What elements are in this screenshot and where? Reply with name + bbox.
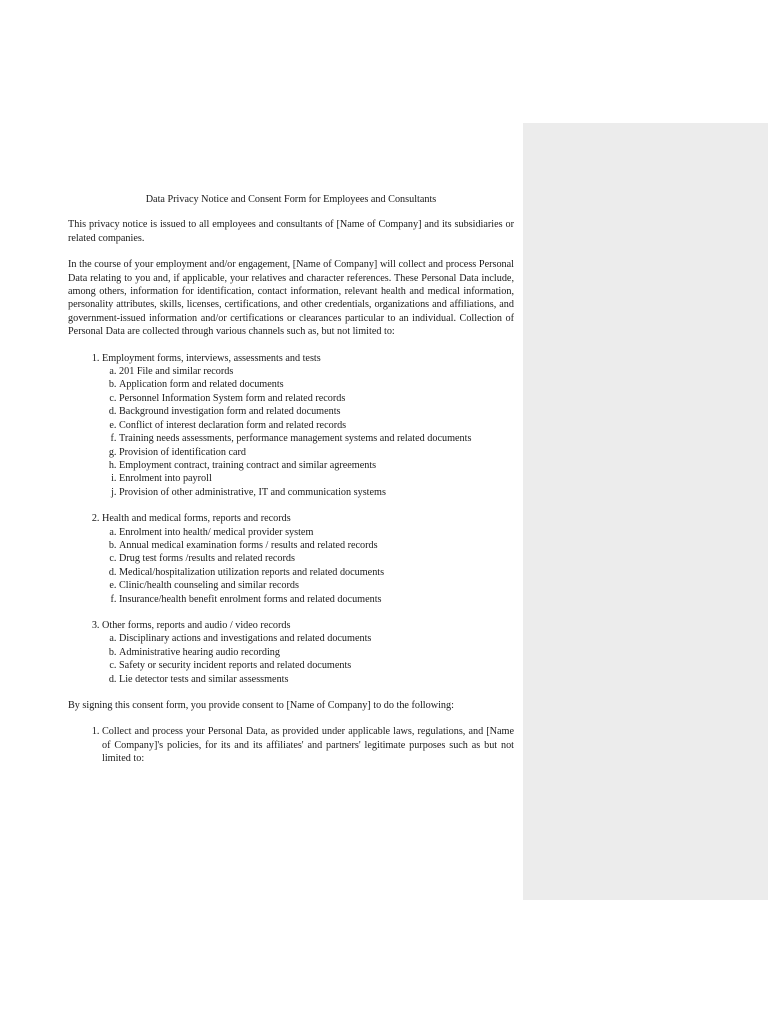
document-page <box>68 193 514 779</box>
sub-item: a. Disciplinary actions and investigations and related documents <box>119 632 514 645</box>
sub-item: b. Annual medical examination forms / results and related records <box>119 539 514 552</box>
consent-list <box>68 725 514 765</box>
sub-item: a. 201 File and similar records <box>119 365 514 378</box>
channel-item <box>102 512 514 606</box>
sub-item: g. Provision of identification card <box>119 446 514 459</box>
channel-item <box>102 619 514 686</box>
channel-item <box>102 352 514 499</box>
sub-item: e. Conflict of interest declaration form and related records <box>119 419 514 432</box>
consent-item: 1. Collect and process your Personal Data, as provided under applicable laws, regulations, and [Name of Company]'s policies, for its and its affiliates' and partners' legitimate purposes such as but not limited to: <box>102 725 514 765</box>
sub-item: b. Administrative hearing audio recording <box>119 646 514 659</box>
sub-item: c. Drug test forms /results and related records <box>119 552 514 565</box>
sub-item: i. Enrolment into payroll <box>119 472 514 485</box>
sub-item: f. Insurance/health benefit enrolment forms and related documents <box>119 593 514 606</box>
sub-item: h. Employment contract, training contract and similar agreements <box>119 459 514 472</box>
sub-item: d. Background investigation form and related documents <box>119 405 514 418</box>
sub-item: a. Enrolment into health/ medical provider system <box>119 526 514 539</box>
collection-paragraph: In the course of your employment and/or engagement, [Name of Company] will collect and process Personal Data relating to you and, if applicable, your relatives and character references. These Personal Data include, among others, information for identification, contact information, relevant health and medical information, personality attributes, skills, licenses, certifications, and other credentials, organizations and affiliations, and government-issued information and/or certifications or clearances particular to an individual. Collection of Personal Data are collected through various channels such as, but not limited to: <box>68 259 514 338</box>
sub-item: c. Safety or security incident reports and related documents <box>119 659 514 672</box>
sub-item: c. Personnel Information System form and related records <box>119 392 514 405</box>
channel-label: Employment forms, interviews, assessments and tests <box>102 352 321 364</box>
channel-sublist <box>102 632 514 686</box>
consent-intro: By signing this consent form, you provide consent to [Name of Company] to do the following: <box>68 700 454 711</box>
channel-label: Other forms, reports and audio / video records <box>102 619 291 631</box>
sub-item: j. Provision of other administrative, IT and communication systems <box>119 486 514 499</box>
channels-list <box>68 352 514 686</box>
sub-item: e. Clinic/health counseling and similar records <box>119 579 514 592</box>
channel-sublist <box>102 526 514 606</box>
sub-item: d. Lie detector tests and similar assessments <box>119 673 514 686</box>
document-title: Data Privacy Notice and Consent Form for Employees and Consultants <box>145 194 437 205</box>
intro-paragraph: This privacy notice is issued to all employees and consultants of [Name of Company] and its subsidiaries or related companies. <box>68 219 514 244</box>
channel-label: Health and medical forms, reports and records <box>102 513 291 525</box>
comment-pane <box>523 123 768 900</box>
channel-sublist <box>102 365 514 499</box>
sub-item: d. Medical/hospitalization utilization reports and related documents <box>119 566 514 579</box>
sub-item: f. Training needs assessments, performance management systems and related documents <box>119 432 514 445</box>
sub-item: b. Application form and related documents <box>119 378 514 391</box>
